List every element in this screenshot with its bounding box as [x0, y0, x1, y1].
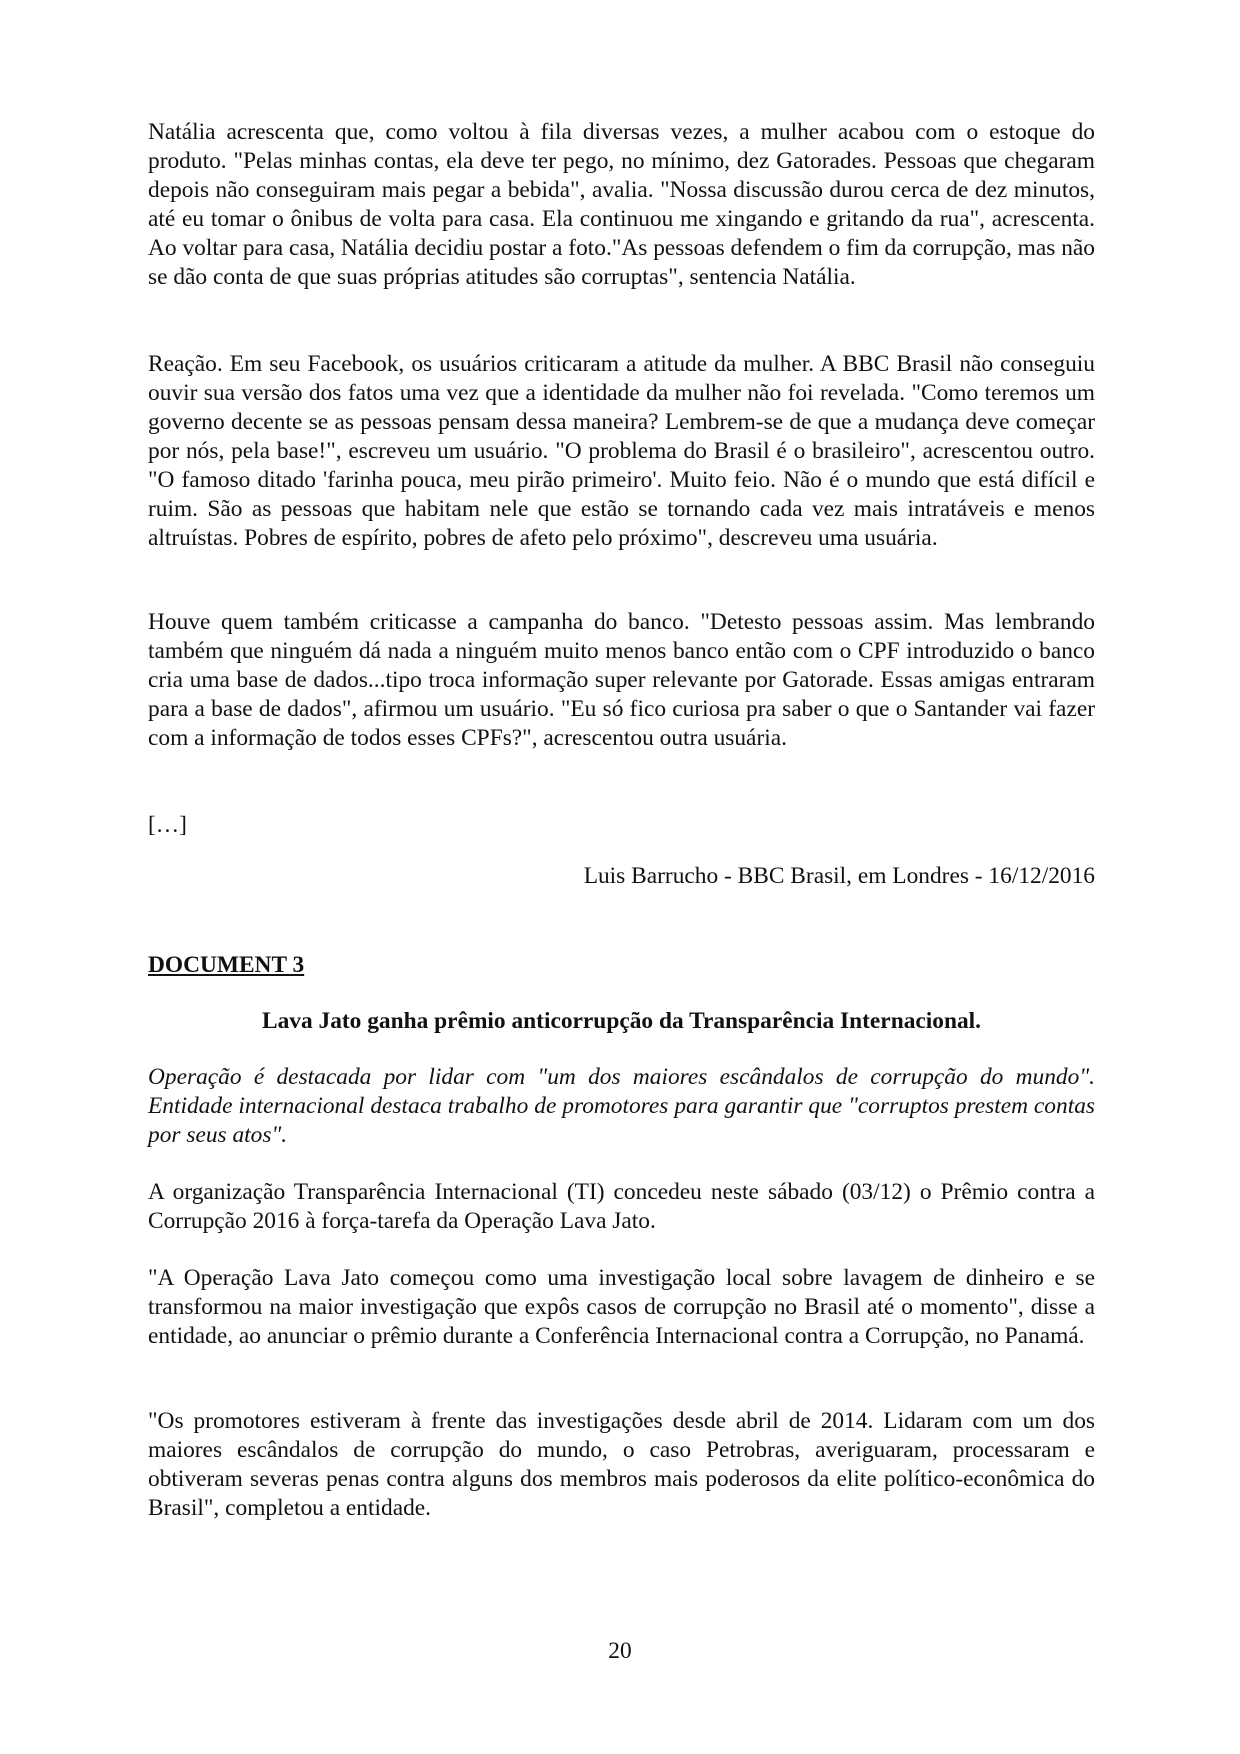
- omission-marker: […]: [148, 812, 187, 838]
- paragraph-reacao: Reação. Em seu Facebook, os usuários criticaram a atitude da mulher. A BBC Brasil não conseguiu ouvir sua versão dos fatos uma vez que a identidade da mulher não foi revelada. "Como teremos um governo decente se as pessoas pensam dessa maneira? Lembrem-se de que a mudança deve começar por nós, pela base!", escreveu um usuário. "O problema do Brasil é o brasileiro", acrescentou outro. "O famoso ditado 'farinha pouca, meu pirão primeiro'. Muito feio. Não é o mundo que está difícil e ruim. São as pessoas que habitam nele que estão se tornando cada vez mais intratáveis e menos altruístas. Pobres de espírito, pobres de afeto pelo próximo", descreveu uma usuária.: [148, 351, 1095, 551]
- attribution-line: Luis Barrucho - BBC Brasil, em Londres - 16/12/2016: [583, 863, 1095, 889]
- document-3-heading: DOCUMENT 3: [148, 952, 305, 978]
- paragraph-natalia: Natália acrescenta que, como voltou à fila diversas vezes, a mulher acabou com o estoque do produto. "Pelas minhas contas, ela deve ter pego, no mínimo, dez Gatorades. Pessoas que chegaram depois não conseguiram mais pegar a bebida", avalia. "Nossa discussão durou cerca de dez minutos, até eu tomar o ônibus de volta para casa. Ela continuou me xingando e gritando da rua", acrescenta. Ao voltar para casa, Natália decidiu postar a foto."As pessoas defendem o fim da corrupção, mas não se dão conta de que suas próprias atitudes são corruptas", sentencia Natália.: [148, 119, 1095, 290]
- article-title: Lava Jato ganha prêmio anticorrupção da Transparência Internacional.: [261, 1008, 982, 1034]
- paragraph-operacao: "A Operação Lava Jato começou como uma investigação local sobre lavagem de dinheiro e se transformou na maior investigação que expôs casos de corrupção no Brasil até o momento", disse a entidade, ao anunciar o prêmio durante a Conferência Internacional contra a Corrupção, no Panamá.: [148, 1265, 1095, 1349]
- paragraph-premio: A organização Transparência Internacional (TI) concedeu neste sábado (03/12) o Prêmio contra a Corrupção 2016 à força-tarefa da Operação Lava Jato.: [148, 1179, 1095, 1234]
- page-number: 20: [608, 1638, 632, 1664]
- paragraph-campanha-banco: Houve quem também criticasse a campanha do banco. "Detesto pessoas assim. Mas lembrando também que ninguém dá nada a ninguém muito menos banco então com o CPF introduzido o banco cria uma base de dados...tipo troca informação super relevante por Gatorade. Essas amigas entraram para a base de dados", afirmou um usuário. "Eu só fico curiosa pra saber o que o Santander vai fazer com a informação de todos esses CPFs?", acrescentou outra usuária.: [148, 609, 1095, 751]
- article-subtitle: Operação é destacada por lidar com "um dos maiores escândalos de corrupção do mundo". Entidade internacional destaca trabalho de promotores para garantir que "corruptos prestem contas por seus atos".: [148, 1064, 1095, 1148]
- paragraph-promotores: "Os promotores estiveram à frente das investigações desde abril de 2014. Lidaram com um dos maiores escândalos de corrupção do mundo, o caso Petrobras, averiguaram, processaram e obtiveram severas penas contra alguns dos membros mais poderosos da elite político-econômica do Brasil", completou a entidade.: [148, 1408, 1095, 1521]
